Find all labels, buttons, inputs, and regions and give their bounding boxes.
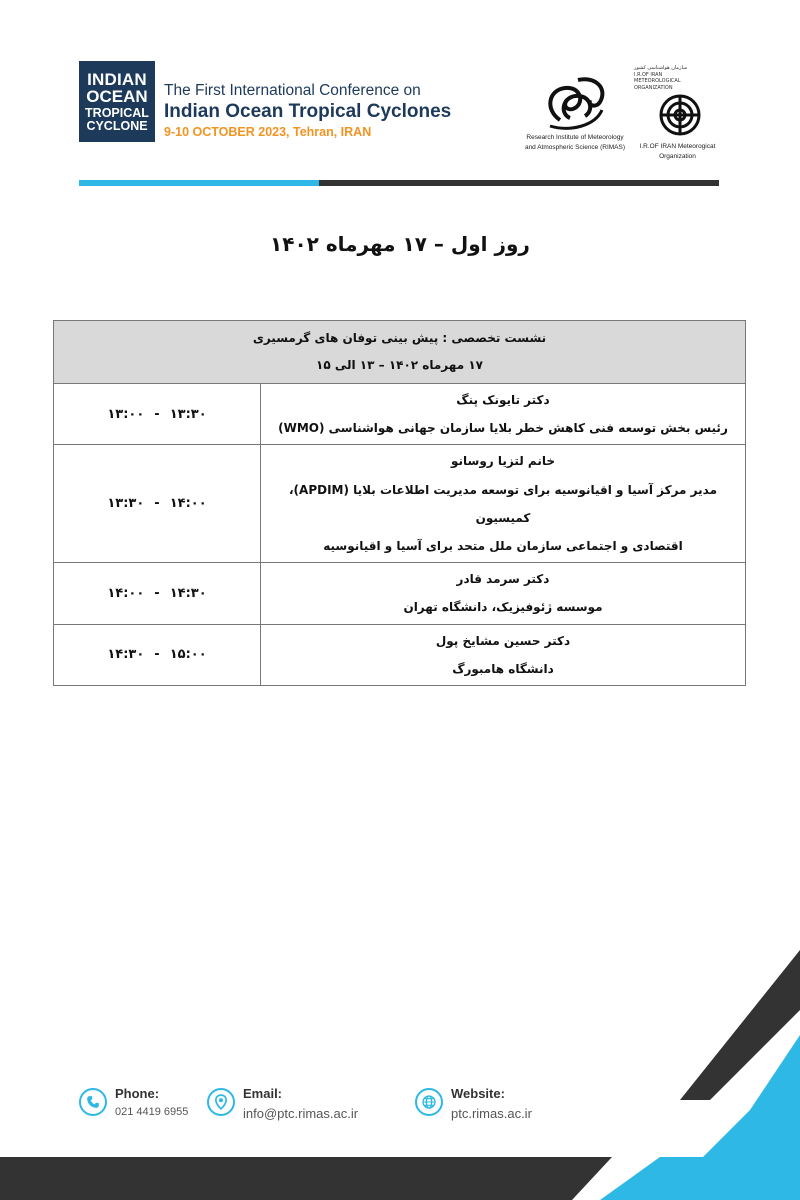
conference-heading bbox=[164, 82, 451, 139]
speaker-cell bbox=[261, 624, 746, 685]
logo-line-3: TROPICAL bbox=[85, 106, 149, 120]
divider-blue-segment bbox=[79, 180, 319, 186]
time-end: ۱۳:۳۰ bbox=[169, 406, 207, 422]
speaker-affiliation: رئیس بخش توسعه فنی کاهش خطر بلایا سازمان جهانی هواشناسی (WMO) bbox=[278, 421, 728, 436]
irimo-top-1: سازمان هواشناسی کشور bbox=[634, 65, 688, 71]
table-row bbox=[54, 563, 746, 624]
time-start: ۱۳:۰۰ bbox=[107, 406, 145, 422]
page-title: روز اول – ۱۷ مهرماه ۱۴۰۲ bbox=[270, 232, 530, 256]
logo-line-1: INDIAN bbox=[87, 70, 147, 89]
speaker-affiliation: مدیر مرکز آسیا و اقیانوسیه برای توسعه مدیریت اطلاعات بلایا (APDIM)، کمیسیون bbox=[288, 482, 717, 525]
speaker-name: دکتر حسین مشایخ پول bbox=[435, 633, 571, 648]
table-row bbox=[54, 445, 746, 563]
time-start: ۱۳:۳۰ bbox=[107, 496, 145, 512]
email-label: Email: bbox=[243, 1086, 283, 1101]
rimas-logo bbox=[520, 70, 630, 152]
email-value[interactable]: info@ptc.rimas.ac.ir bbox=[243, 1106, 359, 1121]
contact-email bbox=[207, 1086, 358, 1121]
session-header bbox=[54, 321, 746, 384]
conference-date: 9-10 OCTOBER 2023, Tehran, IRAN bbox=[164, 125, 372, 139]
globe-icon bbox=[415, 1088, 443, 1116]
time-cell: ۱۳:۳۰ - ۱۴:۰۰ bbox=[54, 445, 261, 563]
phone-icon bbox=[79, 1088, 107, 1116]
irimo-top-text bbox=[630, 65, 725, 91]
rimas-caption-1: Research Institute of Meteorology bbox=[526, 134, 624, 141]
footer-bar bbox=[0, 1157, 800, 1200]
website-value[interactable]: ptc.rimas.ac.ir bbox=[451, 1106, 532, 1121]
decorative-stripes bbox=[600, 950, 800, 1160]
time-start: ۱۴:۰۰ bbox=[107, 585, 145, 601]
time-end: ۱۵:۰۰ bbox=[169, 647, 207, 663]
footer-bar-cyan bbox=[600, 1157, 800, 1200]
irimo-top-3: METEOROLOGICAL bbox=[634, 78, 681, 84]
irimo-emblem-icon bbox=[648, 91, 708, 137]
irimo-logo bbox=[630, 65, 725, 161]
speaker-cell bbox=[261, 563, 746, 624]
rimas-caption-2: and Atmospheric Science (RIMAS) bbox=[524, 144, 626, 152]
speaker-affiliation-cont: اقتصادی و اجتماعی سازمان ملل متحد برای آسیا و اقیانوسیه bbox=[323, 538, 683, 553]
irimo-top-2: I.R.OF IRAN bbox=[634, 71, 663, 78]
session-title: نشست تخصصی : پیش بینی توفان های گرمسیری bbox=[252, 331, 547, 345]
conference-logo bbox=[79, 61, 155, 142]
irimo-caption-1: I.R.OF IRAN Meteorogicat bbox=[639, 143, 716, 150]
session-date: ۱۷ مهرماه ۱۴۰۲ – ۱۳ الی ۱۵ bbox=[316, 358, 483, 372]
irimo-caption-2: Organization bbox=[659, 153, 696, 161]
time-end: ۱۴:۰۰ bbox=[169, 496, 207, 512]
speaker-name: دکتر سرمد قادر bbox=[456, 572, 550, 587]
speaker-cell bbox=[261, 445, 746, 563]
speaker-name: خانم لتزیا روسانو bbox=[450, 454, 555, 469]
phone-label: Phone: bbox=[115, 1086, 160, 1101]
contact-phone bbox=[79, 1086, 188, 1118]
location-pin-icon bbox=[207, 1088, 235, 1116]
time-cell: ۱۴:۳۰ - ۱۵:۰۰ bbox=[54, 624, 261, 685]
time-cell: ۱۴:۰۰ - ۱۴:۳۰ bbox=[54, 563, 261, 624]
speaker-name: دکتر تایونک پنگ bbox=[456, 393, 550, 407]
conference-subtitle: The First International Conference on bbox=[164, 82, 421, 99]
speaker-cell bbox=[261, 384, 746, 445]
logo-line-4: CYCLONE bbox=[86, 118, 148, 133]
header-divider bbox=[79, 180, 719, 186]
website-label: Website: bbox=[451, 1086, 505, 1101]
time-start: ۱۴:۳۰ bbox=[107, 647, 145, 663]
phone-value: 021 4419 6955 bbox=[115, 1106, 189, 1118]
table-row bbox=[54, 384, 746, 445]
divider-dark-segment bbox=[319, 180, 719, 186]
schedule-table bbox=[53, 320, 746, 686]
speaker-affiliation: دانشگاه هامبورگ bbox=[452, 661, 554, 676]
time-end: ۱۴:۳۰ bbox=[169, 585, 207, 601]
speaker-affiliation: موسسه ژئوفیزیک، دانشگاه تهران bbox=[403, 600, 603, 615]
logo-line-2: OCEAN bbox=[86, 87, 148, 106]
time-cell: ۱۳:۰۰ - ۱۳:۳۰ bbox=[54, 384, 261, 445]
contact-website bbox=[415, 1086, 532, 1121]
conference-title: Indian Ocean Tropical Cyclones bbox=[164, 101, 452, 122]
footer-bar-dark bbox=[0, 1157, 612, 1200]
irimo-top-4: ORGANIZATION bbox=[634, 84, 673, 91]
table-row bbox=[54, 624, 746, 685]
rimas-emblem-icon bbox=[540, 70, 610, 132]
